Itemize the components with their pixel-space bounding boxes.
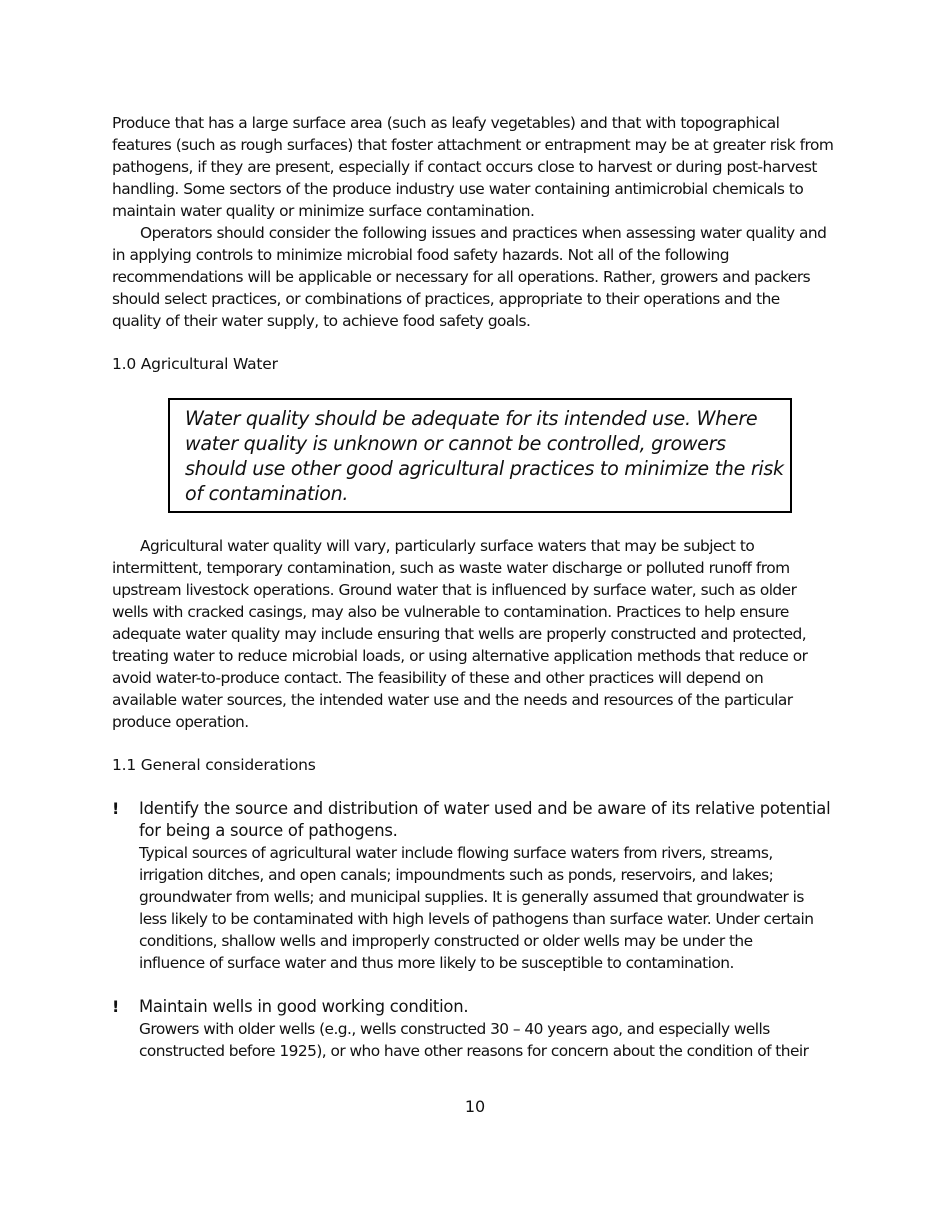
bullet-body bbox=[139, 996, 839, 1062]
text-line: avoid water-to-produce contact. The feasibility of these and other practices will depend on bbox=[112, 669, 764, 687]
text-line: influence of surface water and thus more likely to be susceptible to contamination. bbox=[139, 954, 734, 972]
callout-line: water quality is unknown or cannot be controlled, growers bbox=[185, 432, 726, 455]
text-line: Operators should consider the following issues and practices when assessing water quality and bbox=[140, 224, 827, 242]
text-line: maintain water quality or minimize surface contamination. bbox=[112, 202, 535, 220]
text-line: quality of their water supply, to achieve food safety goals. bbox=[112, 312, 531, 330]
text-line: adequate water quality may include ensuring that wells are properly constructed and protected, bbox=[112, 625, 807, 643]
callout-line: of contamination. bbox=[185, 482, 349, 505]
section-heading-agricultural-water: 1.0 Agricultural Water bbox=[112, 355, 278, 373]
text-line: treating water to reduce microbial loads, or using alternative application methods that reduce or bbox=[112, 647, 808, 665]
text-line: irrigation ditches, and open canals; impoundments such as ponds, reservoirs, and lakes; bbox=[139, 866, 774, 884]
text-line: Produce that has a large surface area (such as leafy vegetables) and that with topographical bbox=[112, 114, 780, 132]
text-line: upstream livestock operations. Ground water that is influenced by surface water, such as older bbox=[112, 581, 797, 599]
section-heading-general-considerations: 1.1 General considerations bbox=[112, 756, 316, 774]
text-line: features (such as rough surfaces) that foster attachment or entrapment may be at greater risk from bbox=[112, 136, 834, 154]
text-line: pathogens, if they are present, especially if contact occurs close to harvest or during post-harvest bbox=[112, 158, 817, 176]
bullet-marker: ! bbox=[112, 997, 120, 1016]
text-line: should select practices, or combinations of practices, appropriate to their operations and the bbox=[112, 290, 780, 308]
callout-line: Water quality should be adequate for its intended use. Where bbox=[185, 407, 758, 430]
text-line: available water sources, the intended water use and the needs and resources of the particular bbox=[112, 691, 793, 709]
bullet-title bbox=[139, 798, 839, 842]
callout-box bbox=[168, 398, 792, 513]
text-line: Agricultural water quality will vary, particularly surface waters that may be subject to bbox=[140, 537, 755, 555]
bullet-text bbox=[139, 842, 839, 974]
bullet-title bbox=[139, 996, 839, 1018]
text-line: Typical sources of agricultural water include flowing surface waters from rivers, streams, bbox=[139, 844, 773, 862]
text-line: constructed before 1925), or who have other reasons for concern about the condition of their bbox=[139, 1042, 809, 1060]
text-line: Growers with older wells (e.g., wells constructed 30 – 40 years ago, and especially wells bbox=[139, 1020, 770, 1038]
intro-paragraph-2 bbox=[112, 222, 840, 332]
text-line: groundwater from wells; and municipal supplies. It is generally assumed that groundwater is bbox=[139, 888, 804, 906]
callout-line: should use other good agricultural practices to minimize the risk bbox=[185, 457, 784, 480]
intro-paragraph-1 bbox=[112, 112, 840, 222]
title-line: for being a source of pathogens. bbox=[139, 821, 398, 840]
bullet-body bbox=[139, 798, 839, 974]
text-line: produce operation. bbox=[112, 713, 249, 731]
text-line: handling. Some sectors of the produce industry use water containing antimicrobial chemicals to bbox=[112, 180, 804, 198]
bullet-marker: ! bbox=[112, 799, 120, 818]
page-number: 10 bbox=[464, 1097, 486, 1116]
title-line: Identify the source and distribution of water used and be aware of its relative potential bbox=[139, 799, 831, 818]
text-line: intermittent, temporary contamination, such as waste water discharge or polluted runoff from bbox=[112, 559, 790, 577]
title-line: Maintain wells in good working condition. bbox=[139, 997, 469, 1016]
bullet-text bbox=[139, 1018, 839, 1062]
agricultural-water-paragraph bbox=[112, 535, 840, 733]
callout-text bbox=[185, 406, 782, 506]
text-line: conditions, shallow wells and improperly constructed or older wells may be under the bbox=[139, 932, 753, 950]
text-line: less likely to be contaminated with high levels of pathogens than surface water. Under certain bbox=[139, 910, 814, 928]
text-line: recommendations will be applicable or necessary for all operations. Rather, growers and packers bbox=[112, 268, 811, 286]
text-line: in applying controls to minimize microbial food safety hazards. Not all of the following bbox=[112, 246, 729, 264]
text-line: wells with cracked casings, may also be vulnerable to contamination. Practices to help ensure bbox=[112, 603, 789, 621]
